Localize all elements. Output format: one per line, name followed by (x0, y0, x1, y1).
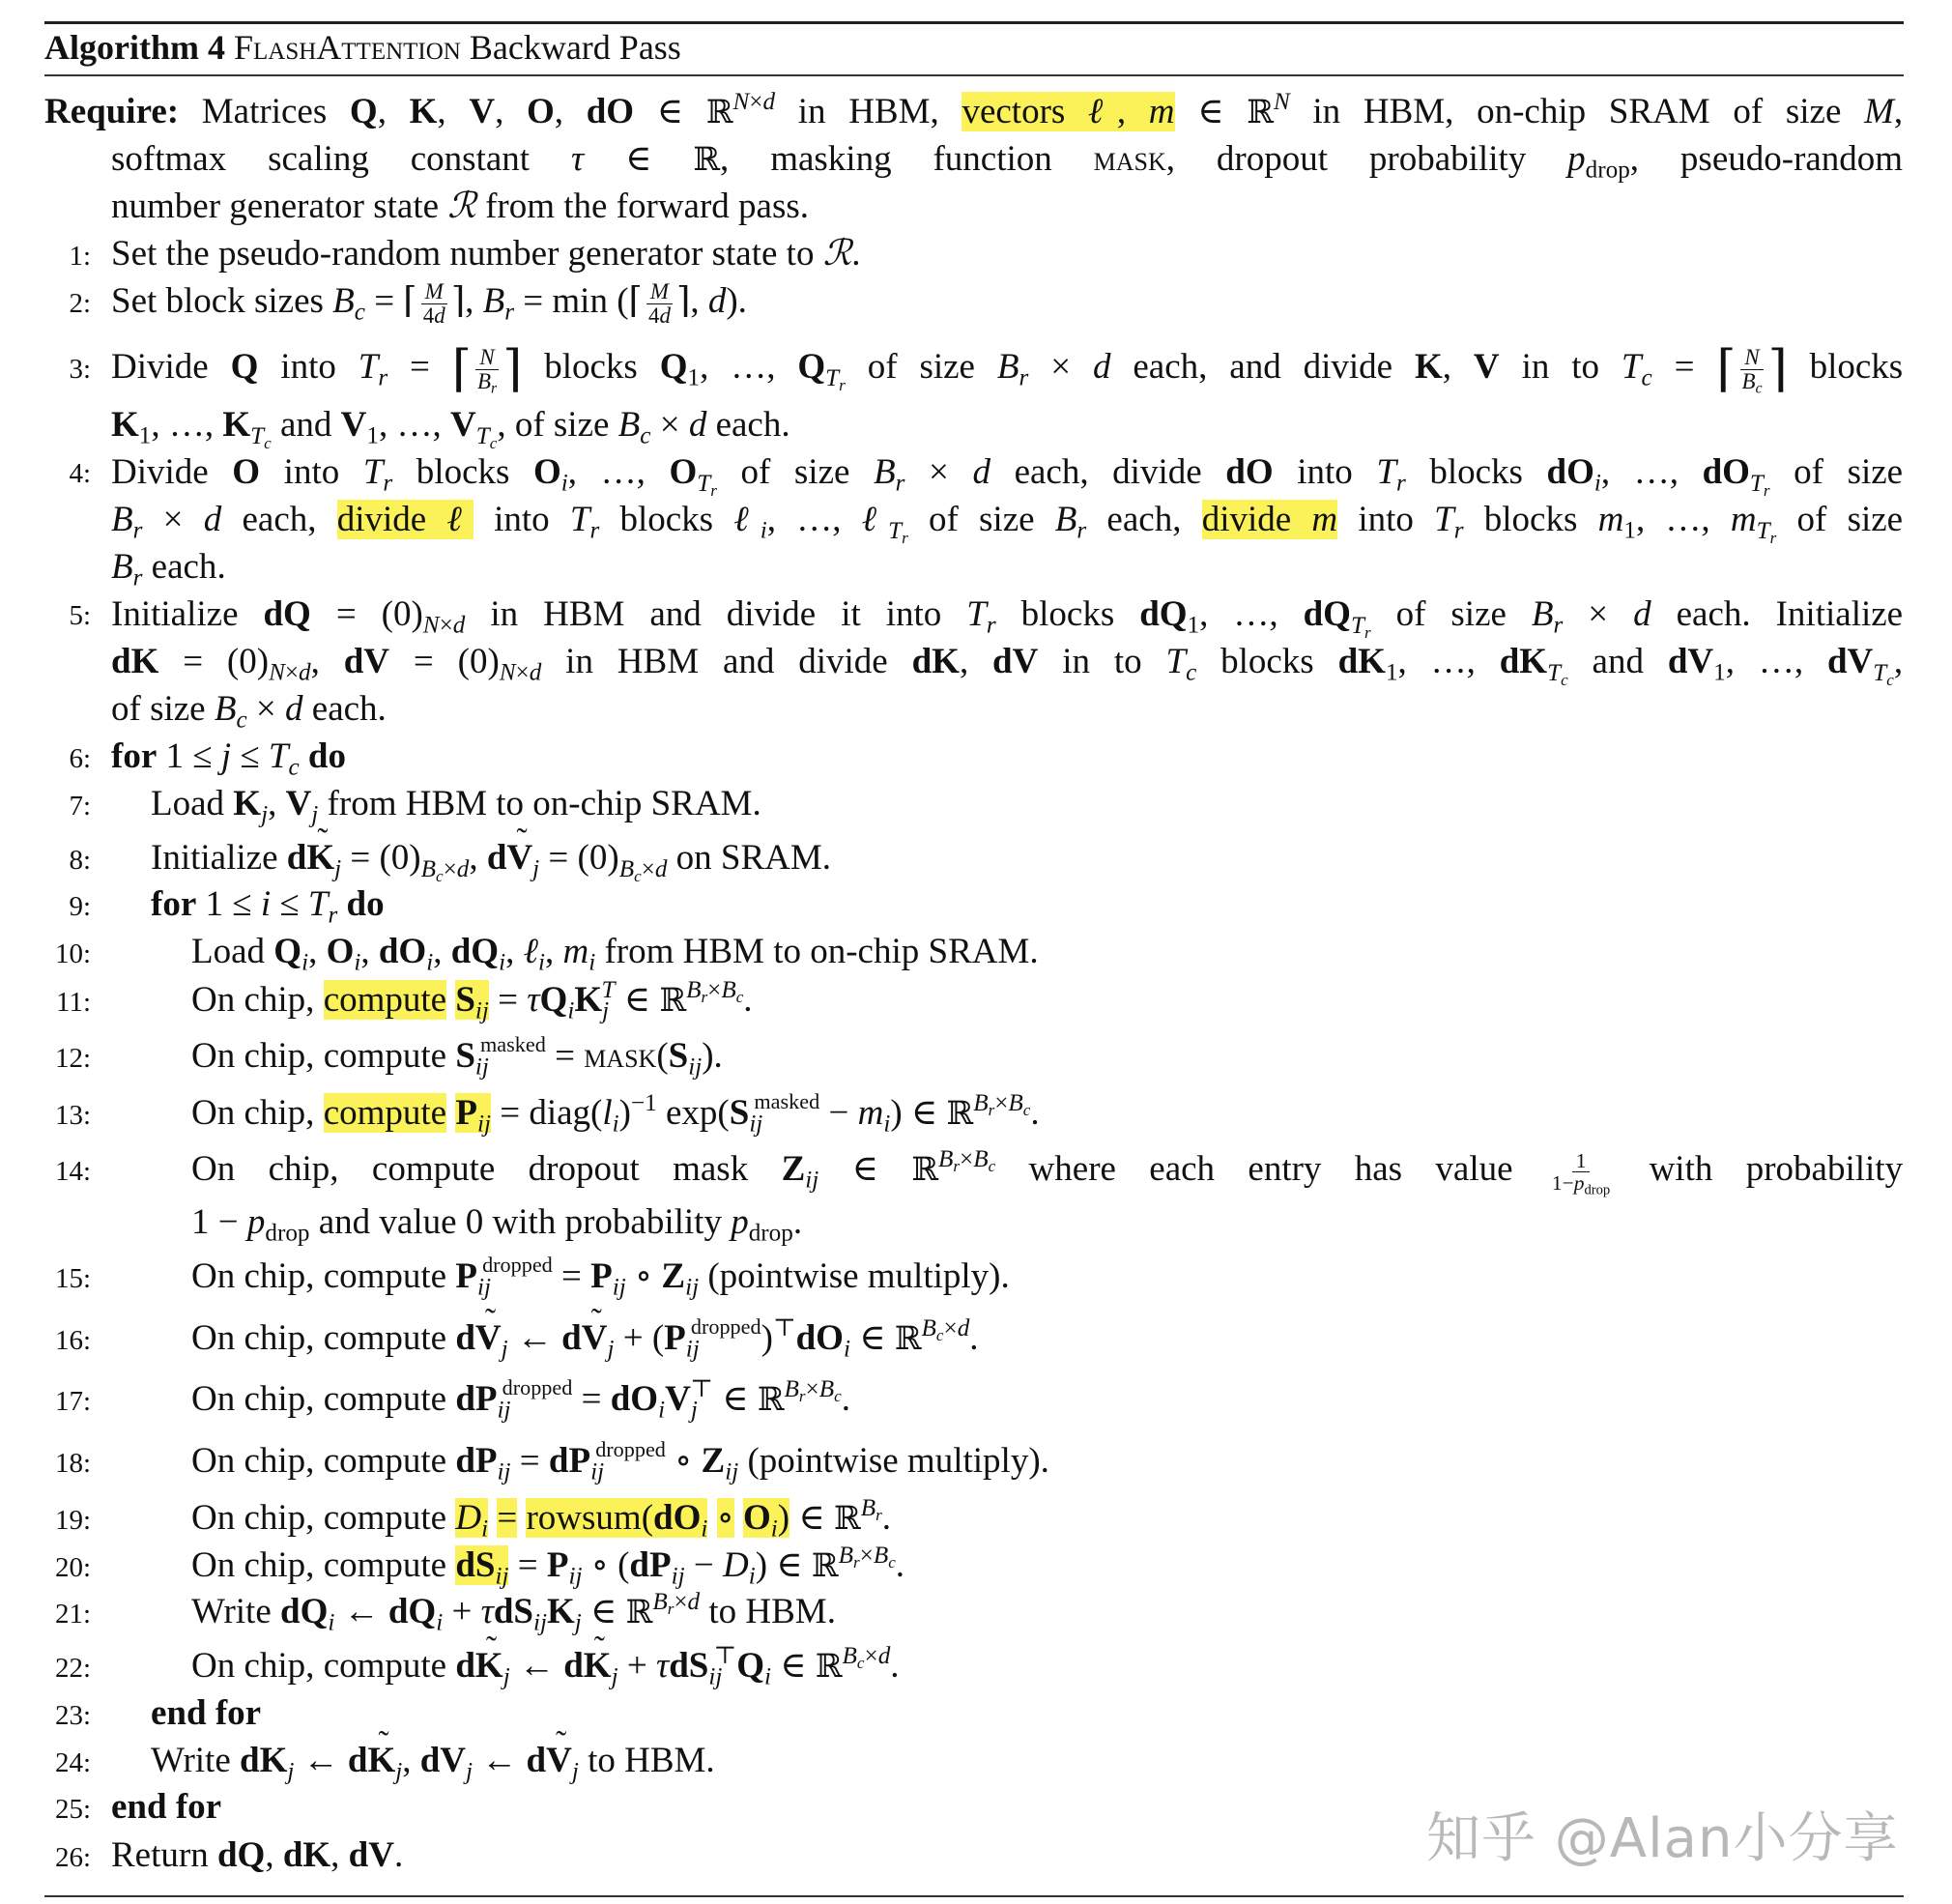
text: of size (514, 405, 610, 445)
highlight-D-i: $D_i$ (455, 1498, 489, 1543)
watermark: 知乎 @Alan小分享 (1426, 1807, 1899, 1870)
text: compute dropout mask (371, 1149, 749, 1189)
text: divide (336, 500, 427, 539)
line-number: 1: (69, 241, 91, 272)
line-number: 12: (54, 1043, 91, 1074)
line-number: 19: (54, 1505, 91, 1536)
text: of size (111, 689, 206, 729)
step-24: Write $dK_j$ ← d˜ $K_j$, $dV_j$ ← d˜ $V_j$ to HBM. (151, 1740, 715, 1782)
text: and value 0 with probability (318, 1202, 722, 1242)
text: divide (1201, 500, 1292, 539)
step-17: On chip, compute $dP_{ij}^{dropped} = dO_iV_j^⊤$ ∈ ℝ$^{B_r\times B_c}$. (191, 1375, 850, 1424)
text: compute (323, 1256, 447, 1296)
text: On chip, (191, 1256, 315, 1296)
text: blocks (1020, 594, 1115, 634)
step-12: On chip, compute $S_{ij}^{masked}$ = $mask(S_{ij})$. (191, 1032, 723, 1081)
text: Divide (111, 452, 209, 492)
line-number: 3: (69, 354, 91, 385)
step-18: On chip, compute $dP_{ij} = dP_{ij}^{dropped}$ ∘ $Z_{ij}$ (pointwise multiply). (191, 1437, 1049, 1486)
text: Divide (111, 347, 209, 388)
step-8: Initialize d˜ $K_j = (0)_{B_c\times d}$, d˜ $V_j = (0)_{B_c\times d}$ on SRAM. (151, 837, 831, 880)
line-number: 23: (54, 1700, 91, 1731)
text: blocks (1809, 347, 1904, 388)
text: and (279, 405, 332, 445)
highlight-compute: compute (323, 1093, 447, 1133)
text: each (311, 689, 378, 729)
text: each (715, 405, 782, 445)
algorithm-caption (44, 27, 681, 68)
text: dropped (690, 1314, 761, 1340)
text: each, (242, 500, 317, 539)
step-5-line-1: Initialize dQ = $(0)_{N\times d}$ in HBM and divide it into $T_r$ blocks $dQ_1$, …, $dQ_{T_r}$ of size $B_r \times d$ each. Initialize (111, 594, 1904, 642)
text: compute (323, 1441, 447, 1481)
text: of size (740, 452, 850, 492)
text: into (283, 452, 340, 492)
text: in HBM, (797, 92, 939, 131)
text: in to (1062, 642, 1142, 681)
text: Initialize (111, 594, 239, 634)
highlight-O-i: $O_i$) (743, 1498, 790, 1543)
keyword-for: for (111, 736, 158, 776)
text: each, and divide (1133, 347, 1393, 388)
text: compute (323, 1379, 447, 1419)
text: Set the pseudo-random number generator state to (111, 234, 815, 274)
text: dropout probability (1216, 139, 1527, 179)
text: into (1358, 500, 1414, 539)
highlight-vectors: vectors ℓ, m (962, 92, 1175, 131)
text: dropped (502, 1375, 573, 1400)
text: compute (323, 1036, 447, 1076)
text: each. Initialize (1676, 594, 1904, 634)
step-2: Set block sizes $B_c$ = ⌈ $\frac{M}{4d}$ ⌉, $B_r = \min$ (⌈ $\frac{M}{4d}$ ⌉, d). (111, 279, 747, 329)
text: of size (867, 347, 975, 388)
text: each, divide (1014, 452, 1202, 492)
line-number: 25: (54, 1794, 91, 1825)
text: masking function (770, 139, 1052, 179)
text: blocks (544, 347, 638, 388)
algorithm-label: Algorithm 4 (44, 28, 225, 67)
line-number: 26: (54, 1842, 91, 1873)
step-25 (111, 1786, 221, 1829)
text: Write (151, 1741, 231, 1780)
text: Load (151, 784, 225, 823)
text: of size (1796, 500, 1904, 539)
step-9: for $1 \le i \le T_r$ do (151, 884, 385, 929)
text: compute (323, 1318, 447, 1358)
mask-function: mask (584, 1036, 657, 1076)
text: of size (1395, 594, 1507, 634)
text: Load (191, 932, 266, 971)
text: and (1592, 642, 1644, 681)
line-number: 17: (54, 1386, 91, 1417)
text: compute (323, 1545, 447, 1585)
text: min (552, 281, 608, 322)
text: Set block sizes (111, 281, 324, 322)
step-5-line-2: dK = $(0)_{N\times d}$, dV = $(0)_{N\times d}$ in HBM and divide dK, dV in to $T_c$ blocks $dK_1$, …, $dK_{T_c}$ and $dV_1$, …, $dV_{T_c}$, (111, 642, 1904, 689)
text: blocks (1429, 452, 1523, 492)
text: on SRAM. (675, 838, 832, 878)
step-5-line-3: of size $B_c \times d$ each. (111, 689, 387, 734)
text: Matrices (201, 92, 328, 131)
line-number: 8: (69, 845, 91, 876)
bottom-rule (44, 1895, 1904, 1897)
text: blocks (416, 452, 510, 492)
text: On chip, (191, 980, 315, 1020)
text: masked (480, 1032, 546, 1057)
require-line-2: softmax scaling constant τ ∈ ℝ, masking function mask, dropout probability $p_{drop}$, pseudo-random (111, 139, 1904, 184)
text: On chip, (191, 1149, 339, 1189)
step-13: On chip, compute $P_{ij}$ = $diag(l_i)^{-1}$ $\exp(S_{ij}^{masked} - m_i)$ ∈ ℝ$^{B_r\times B_c}$. (191, 1089, 1040, 1138)
highlight-circ: ∘ (716, 1498, 734, 1538)
text: softmax scaling constant (111, 139, 531, 179)
text: of size (928, 500, 1035, 539)
keyword-do: do (346, 884, 385, 924)
text: On chip, (191, 1379, 315, 1419)
line-number: 18: (54, 1448, 91, 1479)
step-15: On chip, compute $P_{ij}^{dropped} = P_{ij}$ ∘ $Z_{ij}$ (pointwise multiply). (191, 1253, 1010, 1301)
line-number: 22: (54, 1653, 91, 1684)
text: number generator state (111, 187, 440, 226)
highlight-dS-ij: $dS_{ij}$ (455, 1545, 509, 1590)
text: drop (748, 1220, 793, 1247)
line-number: 7: (69, 791, 91, 822)
keyword-end-for: end for (111, 1787, 222, 1827)
text: blocks (619, 500, 714, 539)
text: blocks (1220, 642, 1314, 681)
line-number: 13: (54, 1100, 91, 1131)
step-10: Load $Q_i$, $O_i$, $dO_i$, $dQ_i$, ℓ$_i$, $m_i$ from HBM to on-chip SRAM. (191, 932, 1039, 976)
text: (pointwise multiply). (707, 1256, 1010, 1296)
text: pseudo-random (1679, 139, 1904, 179)
text: each (151, 547, 217, 587)
text: diag (529, 1093, 591, 1133)
keyword-for: for (151, 884, 197, 924)
step-3-line-1: Divide Q into $T_r$ = ⌈ $\frac{N}{B_r}$ ⌉ blocks $Q_1$, …, $Q_{T_r}$ of size $B_r \times d$ each, and divide K, V in to $T_c$ = ⌈ $\frac{N}{B_c}$ ⌉ blocks (111, 341, 1904, 397)
text: in HBM and divide it into (490, 594, 942, 634)
step-19: On chip, compute $D_i$ = $rowsum(dO_i$ ∘ $O_i$) ∈ ℝ$^{B_r}$. (191, 1495, 891, 1543)
algorithm-name: FlashAttention (233, 28, 461, 67)
text: On chip, (191, 1545, 315, 1585)
require-line-1: Require: Matrices Q, K, V, O, dO ∈ ℝ$^{N\times d}$ in HBM, vectors ℓ, m ∈ ℝ$^N$ in HBM, on-chip SRAM of size M, (44, 89, 1904, 131)
highlight-compute: compute (323, 980, 447, 1020)
mask-function: mask (1093, 139, 1166, 179)
line-number: 21: (54, 1599, 91, 1630)
step-4-line-1: Divide O into $T_r$ blocks $O_i$, …, $O_{T_r}$ of size $B_r \times d$ each, divide dO into $T_r$ blocks $dO_i$, …, $dO_{T_r}$ of size (111, 452, 1904, 500)
text: Write (191, 1592, 272, 1631)
step-6: for $1 \le j \le T_c$ do (111, 736, 346, 781)
line-number: 2: (69, 288, 91, 319)
text: drop (265, 1220, 310, 1247)
keyword-end-for: end for (151, 1693, 262, 1733)
text: drop (1585, 157, 1630, 184)
text: drop (1584, 1182, 1611, 1198)
text: compute (323, 1498, 447, 1538)
caption-rule (44, 74, 1904, 76)
text: of size (1794, 452, 1904, 492)
text: On chip, (191, 1093, 315, 1133)
line-number: 16: (54, 1325, 91, 1356)
step-3-line-2: $K_1$, …, $K_{T_c}$ and $V_1$, …, $V_{T_c}$, of size $B_c \times d$ each. (111, 405, 790, 452)
line-number: 20: (54, 1552, 91, 1583)
highlight-divide-l: divide ℓ (336, 500, 474, 539)
step-4-line-3: $B_r$ each. (111, 547, 226, 591)
algorithm-title-suffix: Backward Pass (469, 28, 681, 67)
step-4-line-2: $B_r \times d$ each, divide ℓ into $T_r$ blocks ℓ$_i$, …, ℓ$_{T_r}$ of size $B_r$ each, divide m into $T_r$ blocks $m_1$, …, $m_{T_r}$ of size (111, 500, 1904, 547)
highlight-P-ij: $P_{ij}$ (455, 1093, 491, 1138)
text: in HBM, on-chip SRAM of size (1312, 92, 1842, 131)
text: in to (1521, 347, 1600, 388)
text: exp (665, 1093, 718, 1133)
highlight-equals: = (497, 1498, 518, 1538)
step-11: On chip, compute $S_{ij} = \tau Q_iK_j^T$ ∈ ℝ$^{B_r\times B_c}$. (191, 977, 753, 1024)
text: masked (754, 1089, 820, 1114)
step-26: Return dQ, dK, dV. (111, 1835, 404, 1875)
text: On chip, (191, 1036, 315, 1076)
text: from HBM to on-chip SRAM. (327, 784, 761, 823)
require-line-3: number generator state ℛ from the forward pass. (111, 187, 810, 226)
text: where each entry has value (1028, 1149, 1513, 1189)
text: into (494, 500, 550, 539)
keyword-do: do (307, 736, 346, 776)
line-number: 14: (54, 1156, 91, 1187)
text: (pointwise multiply). (747, 1441, 1049, 1481)
line-number: 15: (54, 1263, 91, 1294)
step-21: Write $dQ_i$ ← $dQ_i + \tau dS_{ij}K_j$ ∈ ℝ$^{B_r\times d}$ to HBM. (191, 1589, 836, 1636)
text: from the forward pass. (485, 187, 810, 226)
line-number: 5: (69, 600, 91, 631)
step-23 (151, 1692, 261, 1735)
text: blocks (1483, 500, 1578, 539)
text: dropped (482, 1253, 553, 1278)
text: into (280, 347, 336, 388)
text: each, (1106, 500, 1182, 539)
step-14-line-1: On chip, compute dropout mask $Z_{ij}$ ∈ ℝ$^{B_r\times B_c}$ where each entry has value $\frac{1}{1-p_{drop}}$ with probability (191, 1146, 1904, 1198)
line-number: 9: (69, 891, 91, 922)
text: On chip, (191, 1646, 315, 1686)
text: from HBM to on-chip SRAM. (604, 932, 1039, 971)
text: with probability (1649, 1149, 1904, 1189)
text: Return (111, 1835, 209, 1875)
highlight-S-ij: $S_{ij}$ (455, 980, 489, 1024)
text: to HBM. (588, 1741, 715, 1780)
step-20: On chip, compute $dS_{ij} = P_{ij}$ ∘ $(dP_{ij} - D_i)$ ∈ ℝ$^{B_r\times B_c}$. (191, 1543, 905, 1590)
text: On chip, (191, 1318, 315, 1358)
text: into (1297, 452, 1353, 492)
text: in HBM and divide (565, 642, 888, 681)
text: dropped (595, 1437, 666, 1462)
text: compute (323, 1646, 447, 1686)
top-rule (44, 21, 1904, 24)
line-number: 11: (56, 987, 91, 1018)
text: On chip, (191, 1498, 315, 1538)
line-number: 10: (54, 938, 91, 969)
highlight-rowsum: $rowsum(dO_i$ (526, 1498, 708, 1543)
text: to HBM. (708, 1592, 836, 1631)
text: vectors (962, 92, 1066, 131)
step-14-line-2: $1 - p_{drop}$ and value 0 with probability $p_{drop}$. (191, 1202, 803, 1247)
highlight-divide-m: divide m (1201, 500, 1338, 539)
require-keyword: Require: (44, 92, 180, 131)
line-number: 24: (54, 1747, 91, 1778)
text: Initialize (151, 838, 278, 878)
step-1: Set the pseudo-random number generator state to ℛ. (111, 234, 861, 274)
step-22: On chip, compute d˜ $K_j$ ← d˜ $K_j + \tau dS_{ij}^⊤Q_i$ ∈ ℝ$^{B_c\times d}$. (191, 1645, 900, 1688)
text: rowsum (526, 1498, 642, 1538)
line-number: 4: (69, 458, 91, 489)
text: On chip, (191, 1441, 315, 1481)
line-number: 6: (69, 743, 91, 774)
step-16: On chip, compute d˜ $V_j$ ← d˜ $V_j + (P_{ij}^{dropped})^⊤dO_i$ ∈ ℝ$^{B_c\times d}$. (191, 1317, 979, 1360)
step-7: Load $K_j$, $V_j$ from HBM to on-chip SRAM. (151, 784, 761, 828)
